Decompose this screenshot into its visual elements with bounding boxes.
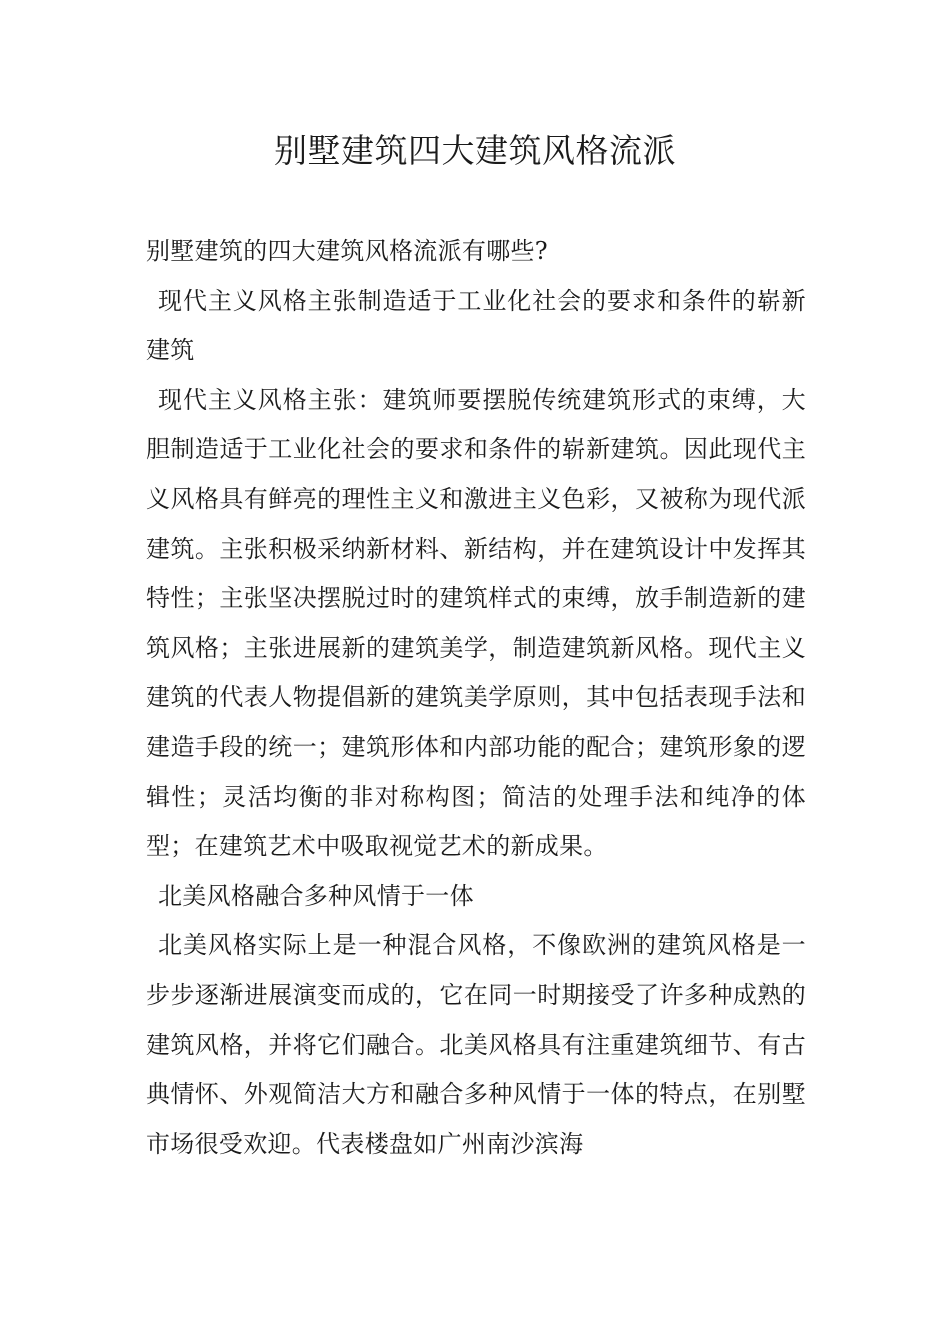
section-heading-modernism: 现代主义风格主张制造适于工业化社会的要求和条件的崭新建筑 bbox=[146, 286, 806, 365]
question-paragraph: 别墅建筑的四大建筑风格流派有哪些? bbox=[146, 237, 548, 265]
section-heading-north-american: 北美风格融合多种风情于一体 bbox=[158, 881, 474, 910]
section-body-north-american: 北美风格实际上是一种混合风格，不像欧洲的建筑风格是一步步逐渐进展演变而成的，它在同一时期接受了许多种成熟的建筑风格，并将它们融合。北美风格具有注重建筑细节、有古典情怀、外观简洁大方和融合多种风情于一体的特点，在别墅市场很受欢迎。代表楼盘如广州南沙滨海 bbox=[146, 931, 806, 1158]
document-body bbox=[146, 227, 806, 1169]
document-title: 别墅建筑四大建筑风格流派 bbox=[274, 131, 676, 170]
section-body-modernism: 现代主义风格主张：建筑师要摆脱传统建筑形式的束缚，大胆制造适于工业化社会的要求和条件的崭新建筑。因此现代主义风格具有鲜亮的理性主义和激进主义色彩，又被称为现代派建筑。主张积极采纳新材料、新结构，并在建筑设计中发挥其特性；主张坚决摆脱过时的建筑样式的束缚，放手制造新的建筑风格；主张进展新的建筑美学，制造建筑新风格。现代主义建筑的代表人物提倡新的建筑美学原则，其中包括表现手法和建造手段的统一；建筑形体和内部功能的配合；建筑形象的逻辑性；灵活均衡的非对称构图；简洁的处理手法和纯净的体型；在建筑艺术中吸取视觉艺术的新成果。 bbox=[146, 385, 806, 861]
